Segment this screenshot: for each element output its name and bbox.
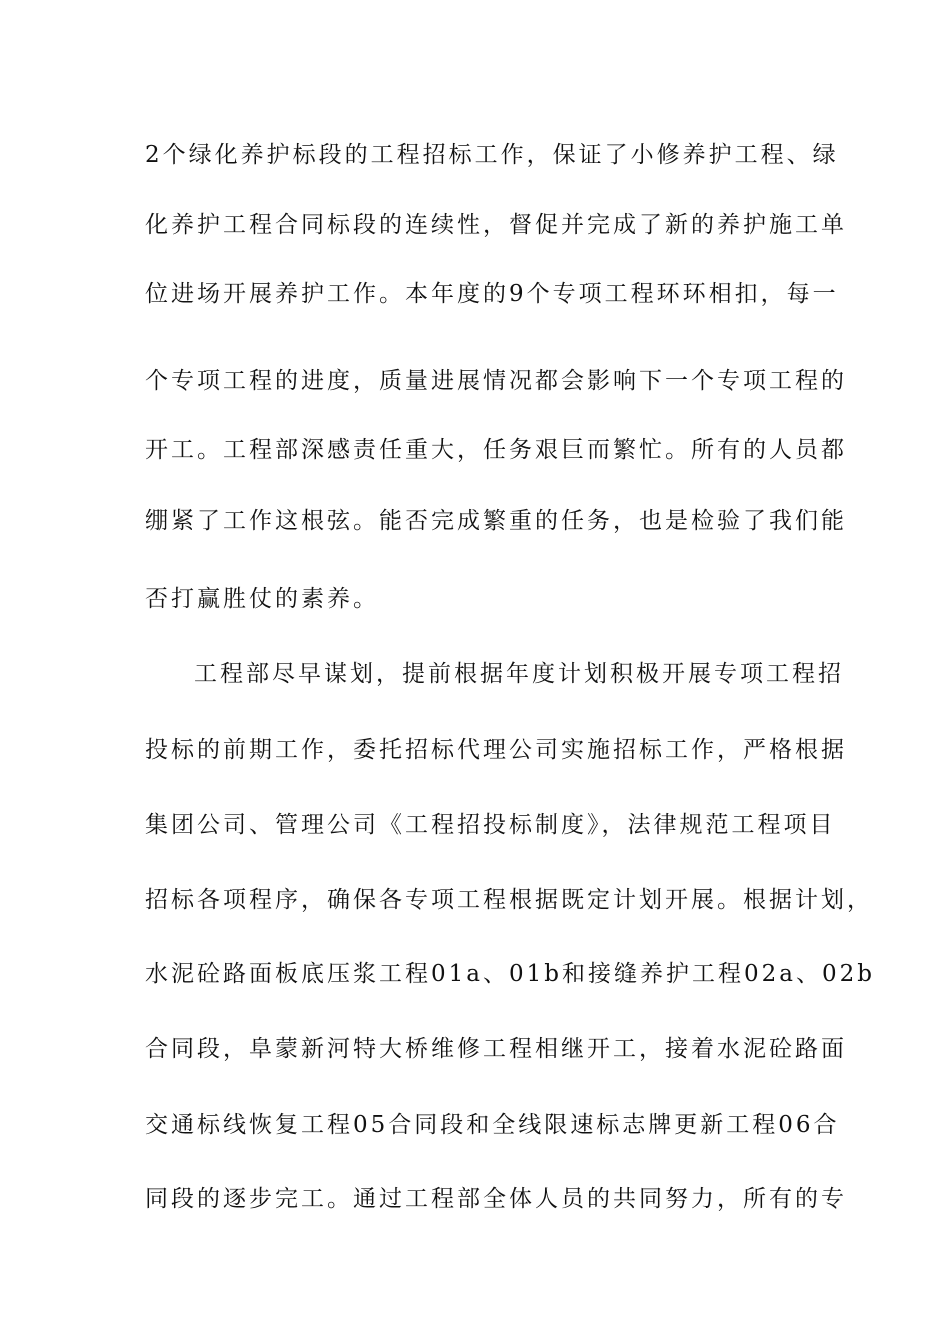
paragraph-line: 否打赢胜仗的素养。 bbox=[145, 586, 379, 612]
paragraph-line: 集团公司、管理公司《工程招投标制度》，法律规范工程项目 bbox=[145, 812, 836, 838]
paragraph-line: 个专项工程的进度，质量进展情况都会影响下一个专项工程的 bbox=[145, 368, 847, 394]
paragraph-line: 投标的前期工作，委托招标代理公司实施招标工作，严格根据 bbox=[145, 737, 847, 763]
paragraph-line: 交通标线恢复工程05合同段和全线限速标志牌更新工程06合 bbox=[145, 1112, 840, 1138]
paragraph-line: 招标各项程序，确保各专项工程根据既定计划开展。根据计划， bbox=[145, 887, 873, 913]
paragraph-line: 化养护工程合同标段的连续性，督促并完成了新的养护施工单 bbox=[145, 212, 847, 238]
paragraph-line: 同段的逐步完工。通过工程部全体人员的共同努力，所有的专 bbox=[145, 1186, 847, 1212]
paragraph-line: 绷紧了工作这根弦。能否完成繁重的任务，也是检验了我们能 bbox=[145, 508, 847, 534]
paragraph-line-indented: 工程部尽早谋划，提前根据年度计划积极开展专项工程招 bbox=[194, 661, 844, 687]
paragraph-line: 2个绿化养护标段的工程招标工作，保证了小修养护工程、绿 bbox=[145, 142, 839, 168]
paragraph-line: 水泥砼路面板底压浆工程01a、01b和接缝养护工程02a、02b bbox=[145, 961, 875, 987]
paragraph-line: 合同段，阜蒙新河特大桥维修工程相继开工，接着水泥砼路面 bbox=[145, 1036, 847, 1062]
paragraph-line: 开工。工程部深感责任重大，任务艰巨而繁忙。所有的人员都 bbox=[145, 437, 847, 463]
paragraph-line: 位进场开展养护工作。本年度的9个专项工程环环相扣，每一 bbox=[145, 281, 839, 307]
